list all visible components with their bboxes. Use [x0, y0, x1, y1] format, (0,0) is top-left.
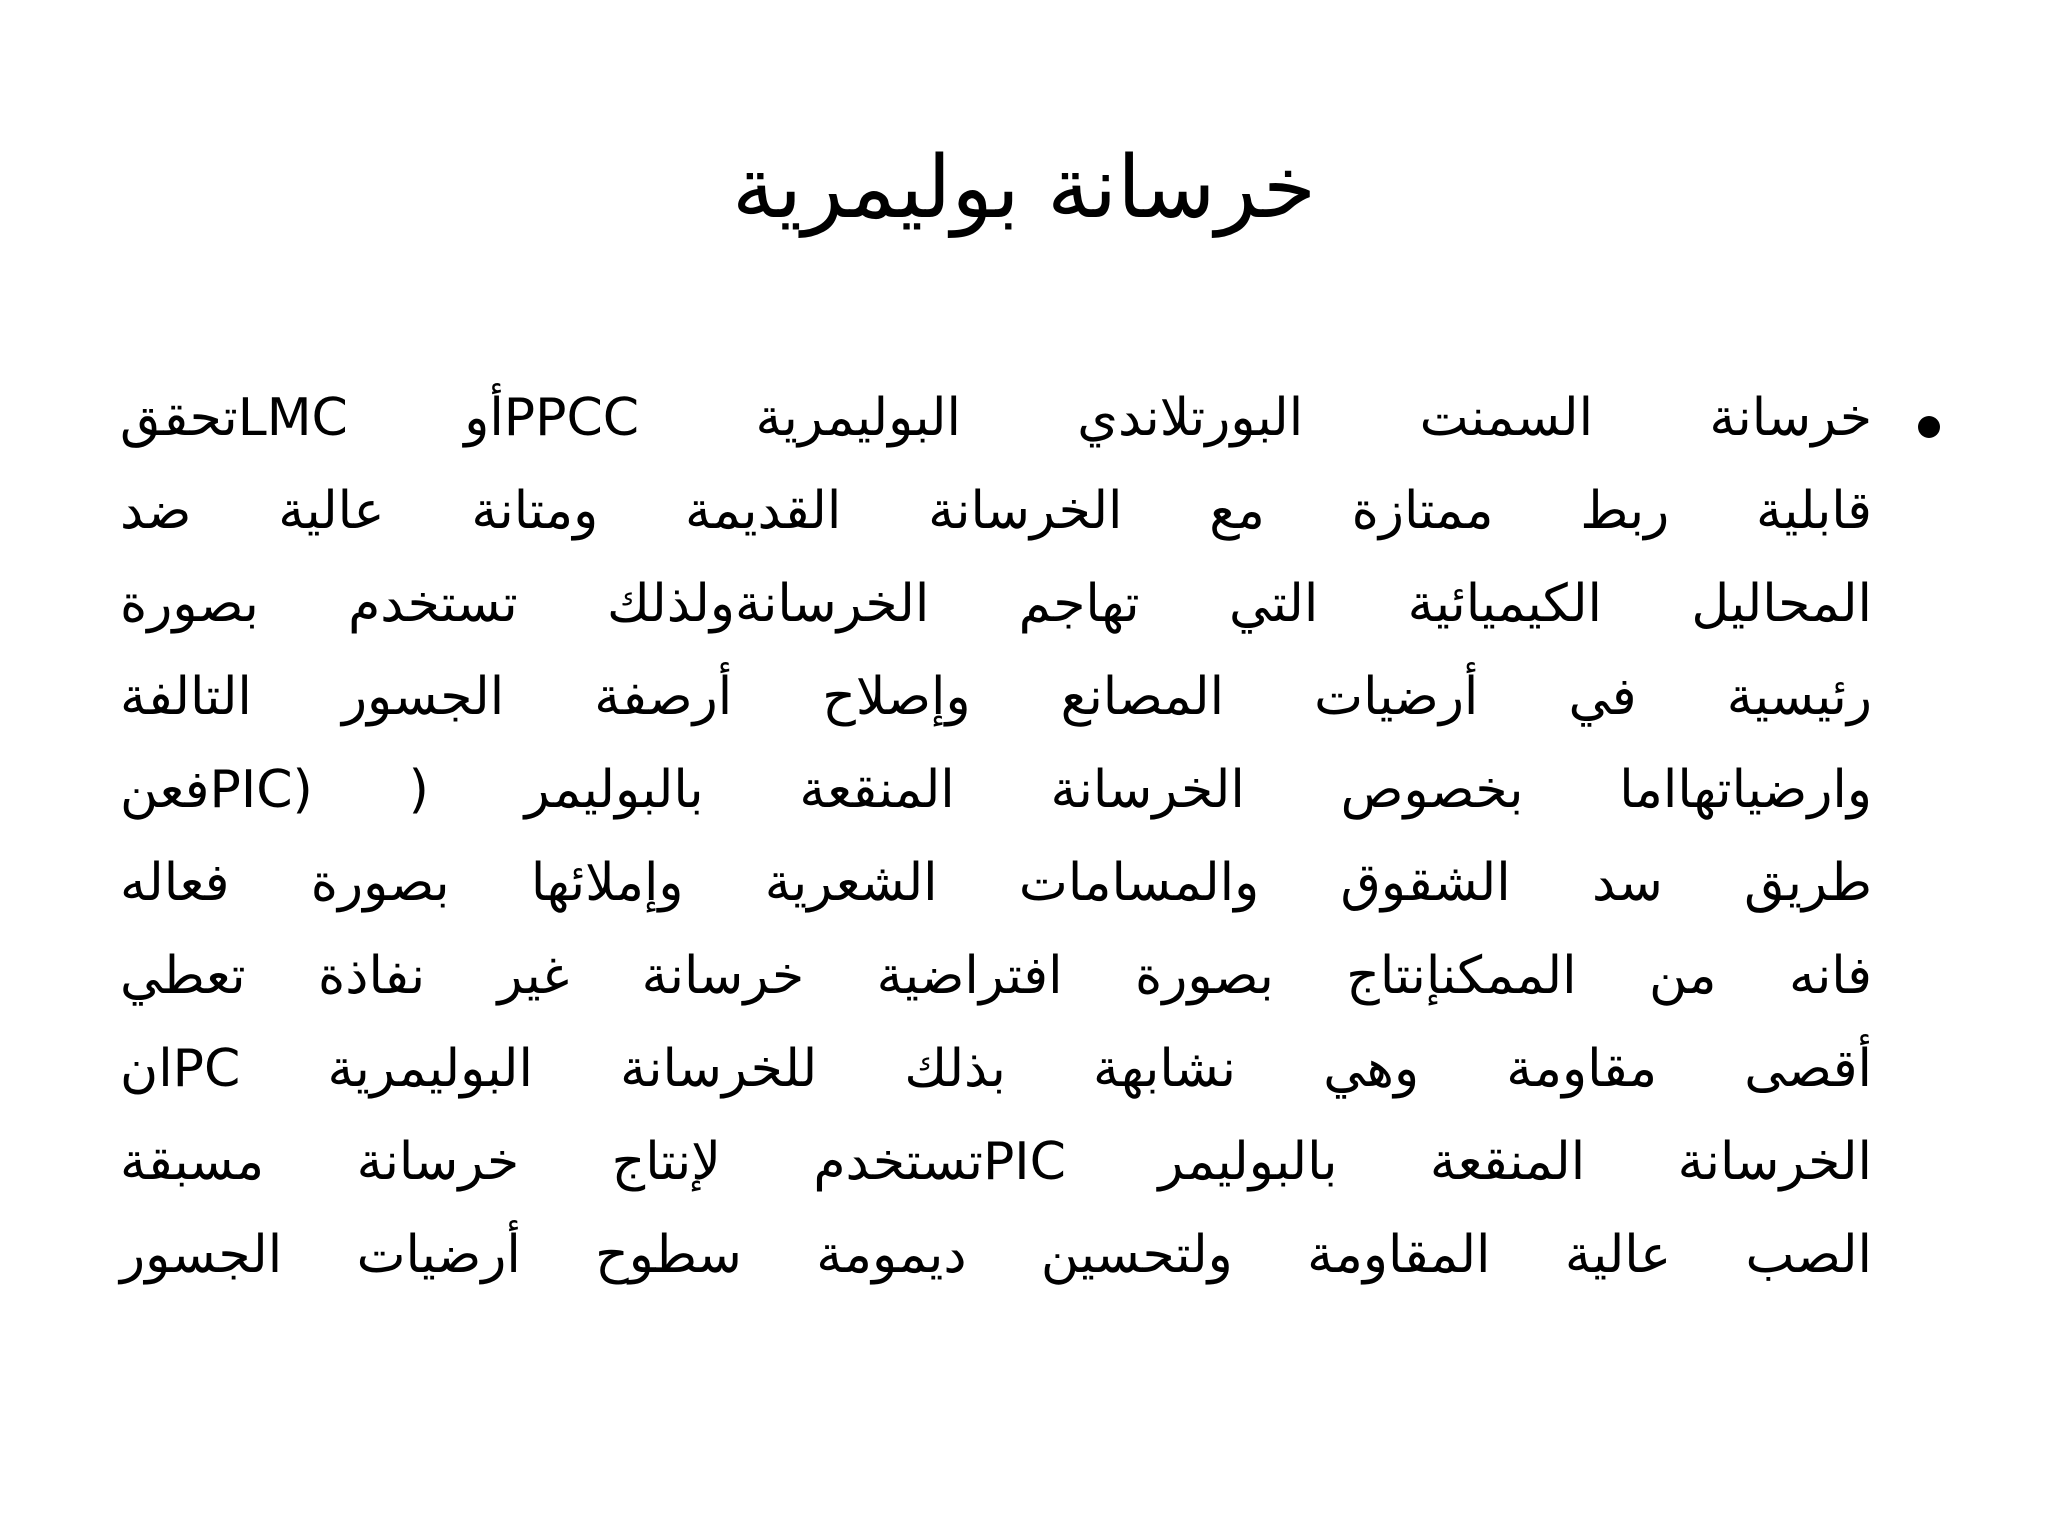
bullet-line: وارضياتهااما بخصوص الخرسانة المنقعة بالبوليمر ( (PICفعن [120, 760, 1872, 820]
bullet-line: المحاليل الكيميائية التي تهاجم الخرسانةولذلك تستخدم بصورة [120, 574, 1872, 634]
bullet-line: الصب عالية المقاومة ولتحسين ديمومة سطوح أرضيات الجسور [120, 1225, 1872, 1285]
bullet-text [120, 372, 1872, 1302]
bullet-line: أقصى مقاومة وهي نشابهة بذلك للخرسانة البوليمرية PCان [120, 1039, 1872, 1099]
bullet-line: خرسانة السمنت البورتلاندي البوليمرية PPCCأو LMCتحقق [120, 388, 1872, 448]
bullet-dot-icon [1918, 416, 1940, 438]
bullet-line: الخرسانة المنقعة بالبوليمر PICتستخدم لإنتاج خرسانة مسبقة [120, 1132, 1872, 1192]
bullet-line: فانه من الممكنإنتاج بصورة افتراضية خرسانة غير نفاذة تعطي [120, 946, 1872, 1006]
slide-body [120, 372, 1940, 1372]
bullet-line: طريق سد الشقوق والمسامات الشعرية وإملائها بصورة فعاله [120, 853, 1872, 913]
slide-title: خرسانة بوليمرية [732, 138, 1316, 238]
bullet-line: قابلية ربط ممتازة مع الخرسانة القديمة ومتانة عالية ضد [120, 481, 1872, 541]
bullet-line: رئيسية في أرضيات المصانع وإصلاح أرصفة الجسور التالفة [120, 667, 1872, 727]
